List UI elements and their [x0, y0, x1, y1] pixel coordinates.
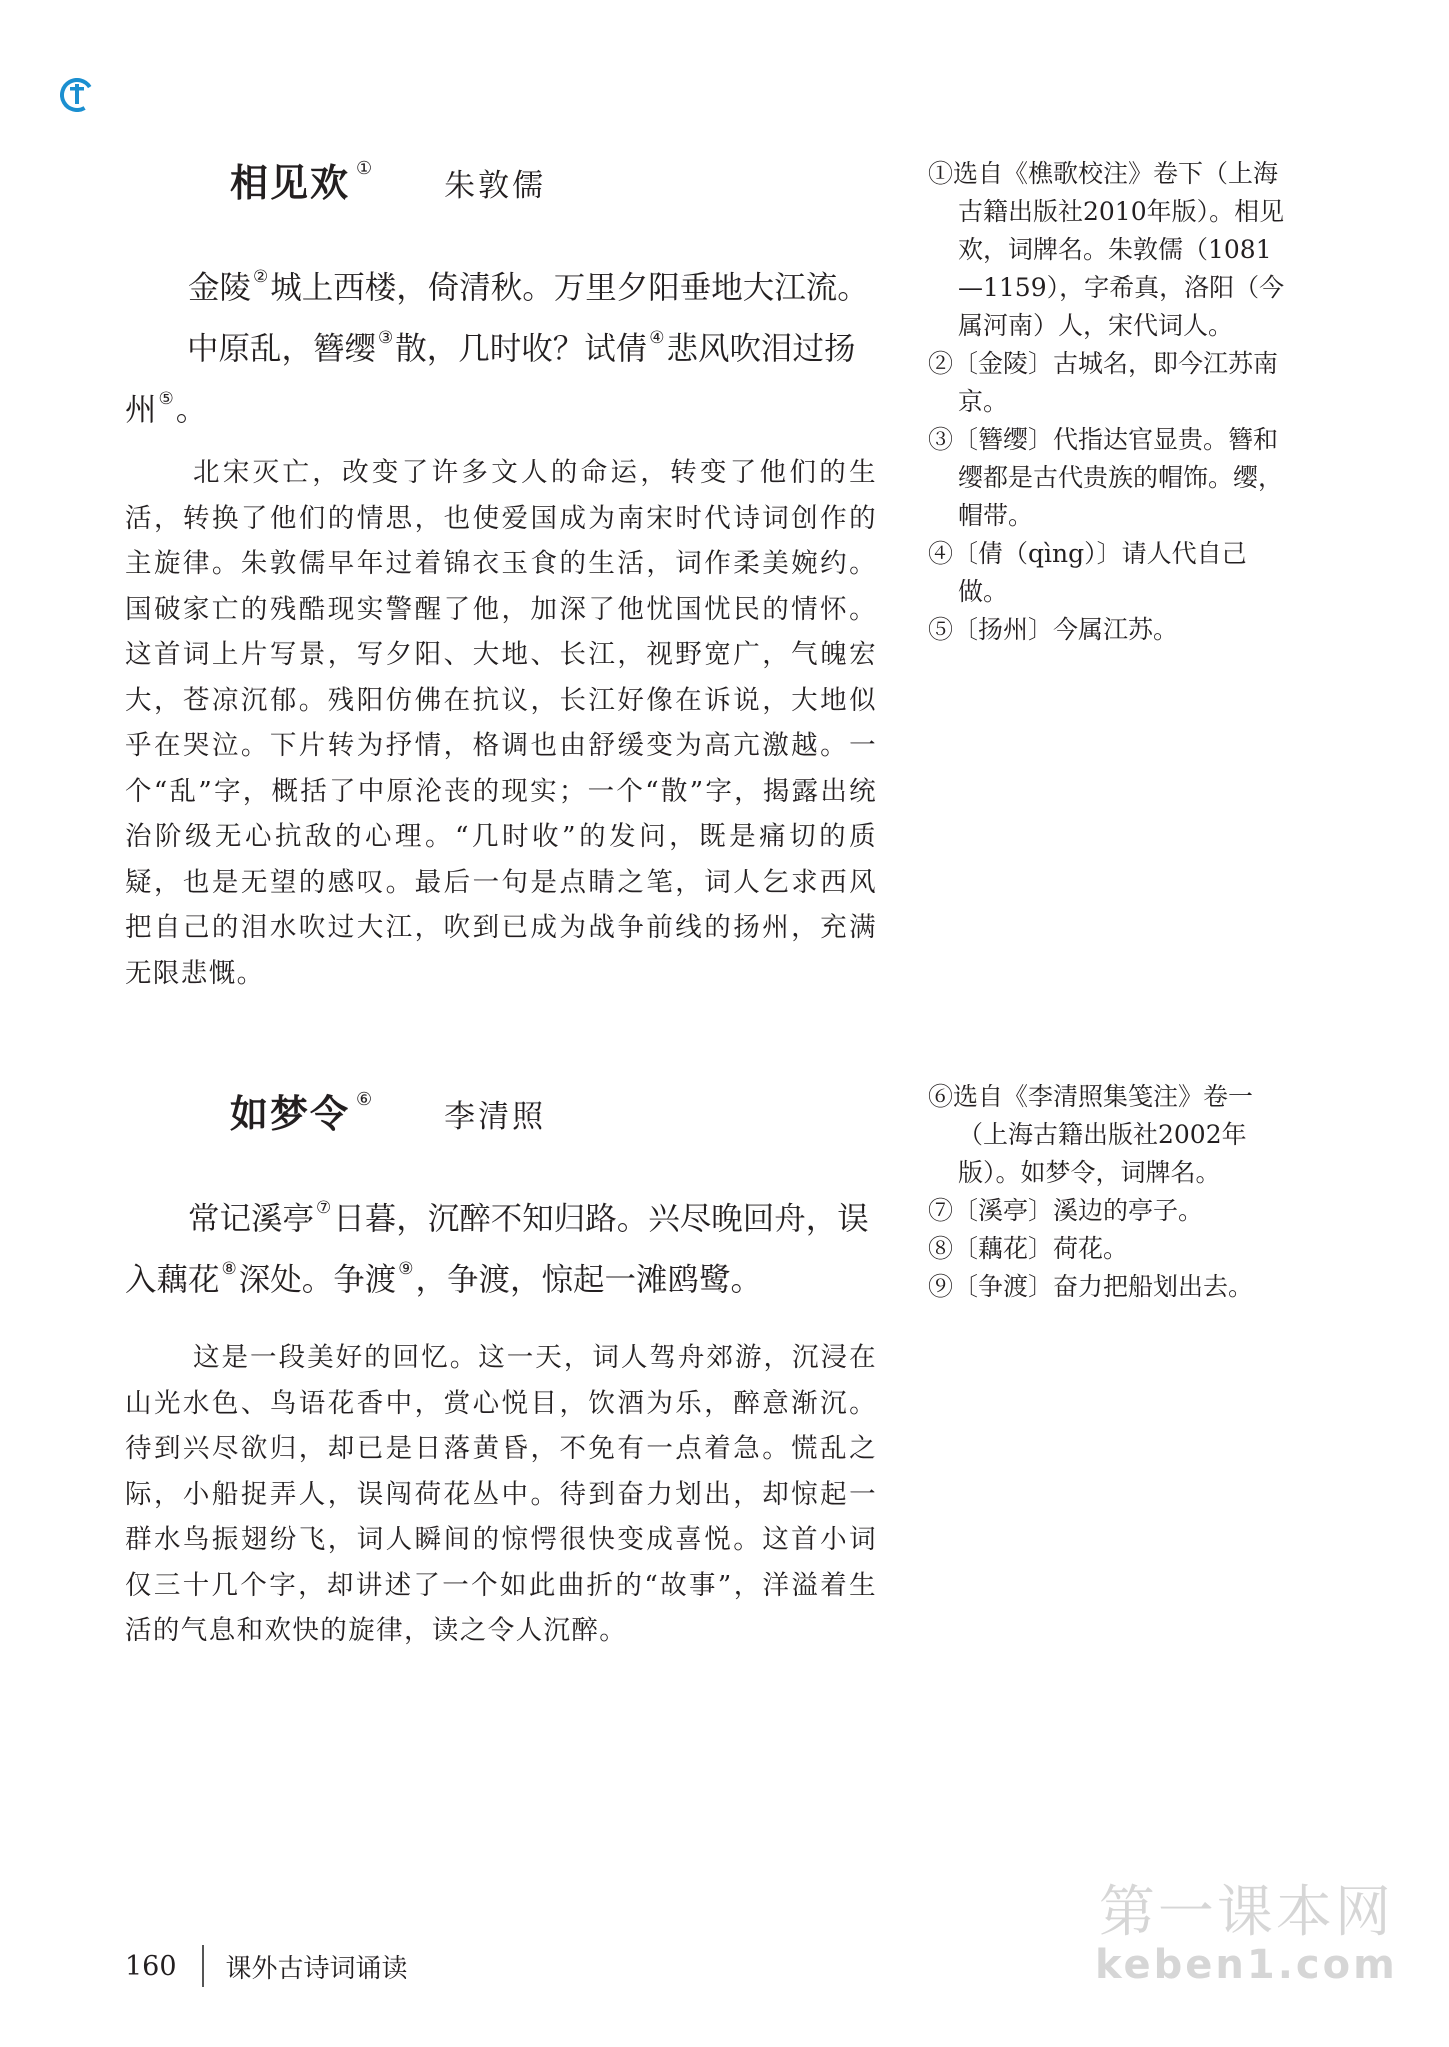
- poem1-notes: [928, 155, 1288, 649]
- poem1-text-seg: 。: [175, 392, 208, 428]
- poem1-text-seg: 城上西楼，倚清秋。万里夕阳垂地大江流。: [270, 270, 869, 306]
- poem2-title-wrap: [230, 1083, 374, 1138]
- poem2-commentary: 这是一段美好的回忆。这一天，词人驾舟郊游，沉浸在山光水色、鸟语花香中，赏心悦目，饮酒为乐，醉意渐沉。待到兴尽欲归，却已是日落黄昏，不免有一点着急。慌乱之际，小船捉弄人，误闯荷花丛中。待到奋力划出，却惊起一群水鸟振翅纷飞，词人瞬间的惊愕很快变成喜悦。这首小词仅三十几个字，却讲述了一个如此曲折的“故事”，洋溢着生活的气息和欢快的旋律，读之令人沉醉。: [125, 1342, 877, 1646]
- footnote-7: ⑦〔溪亭〕溪边的亭子。: [928, 1196, 1204, 1225]
- poem1-text-seg: 中原乱，簪缨: [187, 331, 377, 367]
- footnote-1: ①选自《樵歌校注》卷下（上海古籍出版社2010年版）。相见欢，词牌名。朱敦儒（1081—1159），字希真，洛阳（今属河南）人，宋代词人。: [928, 159, 1285, 340]
- poem2-text-seg: 日暮，沉醉不知归路。兴尽晚回舟，误入藕花: [125, 1201, 869, 1298]
- footnote-2: ②〔金陵〕古城名，即今江苏南京。: [928, 349, 1279, 416]
- poem1-title-wrap: [230, 152, 374, 207]
- poem1-text: [125, 252, 880, 435]
- footnote-9: ⑨〔争渡〕奋力把船划出去。: [928, 1272, 1254, 1301]
- footer-divider: [202, 1945, 204, 1987]
- footnote-6: ⑥选自《李清照集笺注》卷一（上海古籍出版社2002年版）。如梦令，词牌名。: [928, 1082, 1254, 1187]
- poem2-text-seg: 常记溪亭: [188, 1201, 315, 1237]
- footnote-4: ④〔倩（qìng）〕请人代自己做。: [928, 539, 1247, 606]
- poem2-text: [125, 1183, 880, 1305]
- footnote-ref-9: ⑨: [398, 1259, 414, 1279]
- poem2-text-seg: 深处。争渡: [238, 1262, 397, 1298]
- watermark: [1095, 1868, 1398, 1988]
- footnote-ref-3: ③: [378, 328, 394, 348]
- poem2-text-seg: ，争渡，惊起一滩鸥鹭。: [415, 1262, 763, 1298]
- footnote-ref-8: ⑧: [221, 1259, 237, 1279]
- footnote-ref-7: ⑦: [316, 1198, 332, 1218]
- section-title: 课外古诗词诵读: [225, 1953, 408, 1984]
- poem2-author: 李清照: [444, 1099, 547, 1135]
- footnote-ref-2: ②: [253, 267, 269, 287]
- footnote-5: ⑤〔扬州〕今属江苏。: [928, 615, 1179, 644]
- footnote-3: ③〔簪缨〕代指达官显贵。簪和缨都是古代贵族的帽饰。缨，帽带。: [928, 425, 1284, 530]
- watermark-line1: 第一课本网: [1098, 1880, 1394, 1945]
- poem1-text-seg: 散，几时收？试倩: [395, 331, 648, 367]
- watermark-line2: keben1.com: [1095, 1942, 1398, 1988]
- poem1-text-seg: 悲风吹泪过扬州: [125, 331, 856, 428]
- footnote-8: ⑧〔藕花〕荷花。: [928, 1234, 1129, 1263]
- poem2-title: 如梦令: [230, 1091, 351, 1136]
- anchor-logo-icon: [60, 78, 94, 112]
- page-number: 160: [125, 1950, 177, 1982]
- poem1-commentary: 北宋灭亡，改变了许多文人的命运，转变了他们的生活，转换了他们的情思，也使爱国成为南宋时代诗词创作的主旋律。朱敦儒早年过着锦衣玉食的生活，词作柔美婉约。国破家亡的残酷现实警醒了他，加深了他忧国忧民的情怀。这首词上片写景，写夕阳、大地、长江，视野宽广，气魄宏大，苍凉沉郁。残阳仿佛在抗议，长江好像在诉说，大地似乎在哭泣。下片转为抒情，格调也由舒缓变为高亢激越。一个“乱”字，概括了中原沦丧的现实；一个“散”字，揭露出统治阶级无心抗敌的心理。“几时收”的发问，既是痛切的质疑，也是无望的感叹。最后一句是点睛之笔，词人乞求西风把自己的泪水吹过大江，吹到已成为战争前线的扬州，充满无限悲慨。: [125, 457, 877, 989]
- poem2-heading: [230, 1083, 546, 1138]
- footnote-ref-6: ⑥: [356, 1089, 375, 1110]
- poem1-author: 朱敦儒: [444, 168, 547, 204]
- page-footer: [125, 1945, 408, 1987]
- poem1-text-seg: 金陵: [188, 270, 252, 306]
- footnote-ref-5: ⑤: [158, 389, 174, 409]
- footnote-ref-1: ①: [356, 158, 375, 179]
- poem1-heading: [230, 152, 546, 207]
- poem2-notes: [928, 1078, 1288, 1306]
- poem1-title: 相见欢: [230, 160, 351, 205]
- footnote-ref-4: ④: [649, 328, 665, 348]
